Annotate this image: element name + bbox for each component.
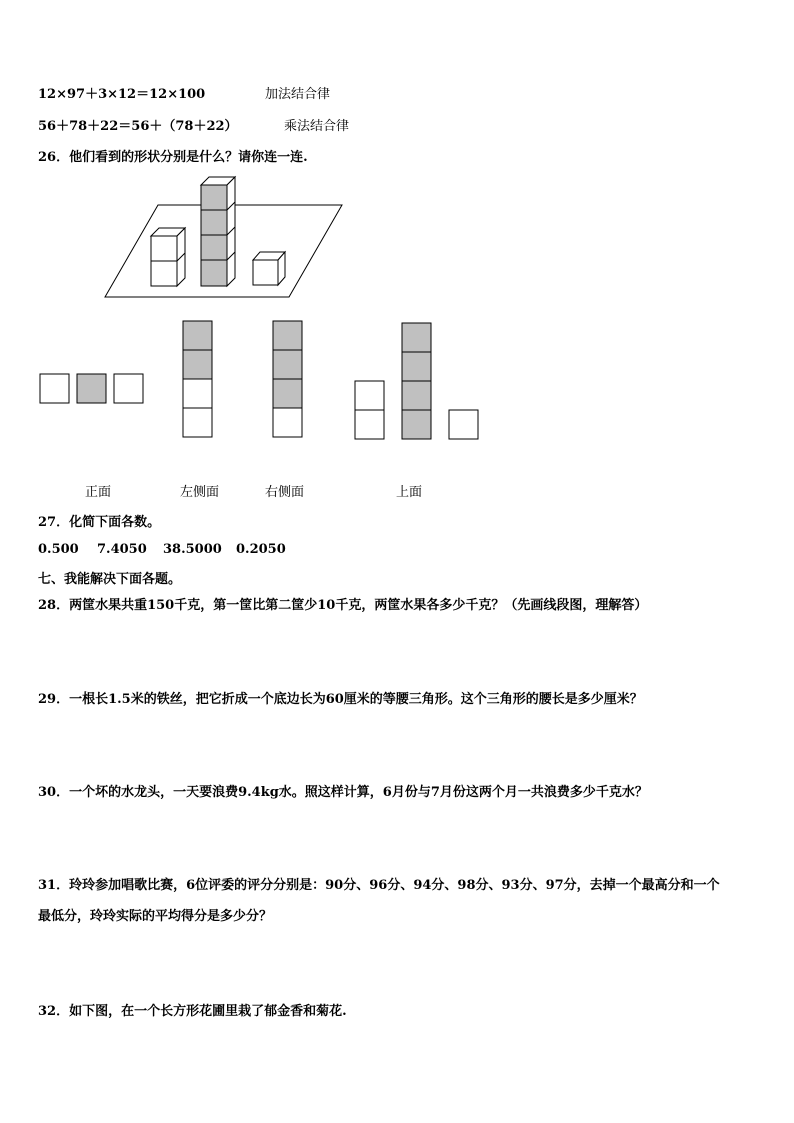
question-27: 27．化简下面各数。 xyxy=(38,515,161,530)
cube-stack-middle xyxy=(201,177,235,286)
view-label-right: 右侧面 xyxy=(265,485,305,500)
question-29: 29．一根长1.5米的铁丝，把它折成一个底边长为60厘米的等腰三角形。这个三角形的腰长是多少厘米？ xyxy=(38,692,643,707)
q27-number-2: 7.4050 xyxy=(97,542,147,557)
figure-26 xyxy=(0,0,794,520)
view-label-left: 左侧面 xyxy=(180,485,220,500)
view-label-front: 正面 xyxy=(85,485,112,500)
law-label-2: 乘法结合律 xyxy=(284,119,350,134)
question-31-line-2: 最低分，玲玲实际的平均得分是多少分？ xyxy=(38,909,273,924)
view-option-2 xyxy=(183,321,212,437)
view-option-4 xyxy=(355,323,478,439)
question-31-line-1: 31．玲玲参加唱歌比赛，6位评委的评分分别是：90分、96分、94分、98分、93分、97分，去掉一个最高分和一个 xyxy=(38,878,720,893)
question-30: 30．一个坏的水龙头，一天要浪费9.4kg水。照这样计算，6月份与7月份这两个月一共浪费多少千克水？ xyxy=(38,785,648,800)
question-32: 32．如下图，在一个长方形花圃里栽了郁金香和菊花. xyxy=(38,1004,347,1019)
equation-2: 56＋78＋22＝56＋（78＋22） xyxy=(38,119,238,134)
q27-number-1: 0.500 xyxy=(38,542,79,557)
view-option-3 xyxy=(273,321,302,437)
law-label-1: 加法结合律 xyxy=(265,87,331,102)
q27-number-3: 38.5000 xyxy=(163,542,222,557)
equation-1: 12×97＋3×12＝12×100 xyxy=(38,87,206,102)
view-label-top: 上面 xyxy=(396,485,423,500)
question-26: 26．他们看到的形状分别是什么？请你连一连. xyxy=(38,150,308,165)
cube-single-right xyxy=(253,252,285,285)
cube-stack-left xyxy=(151,228,185,286)
section-7-heading: 七、我能解决下面各题。 xyxy=(38,572,182,587)
view-option-1 xyxy=(40,374,143,403)
question-28: 28．两筐水果共重150千克，第一筐比第二筐少10千克，两筐水果各多少千克？（先画线段图，理解答） xyxy=(38,598,648,613)
q27-number-4: 0.2050 xyxy=(236,542,286,557)
